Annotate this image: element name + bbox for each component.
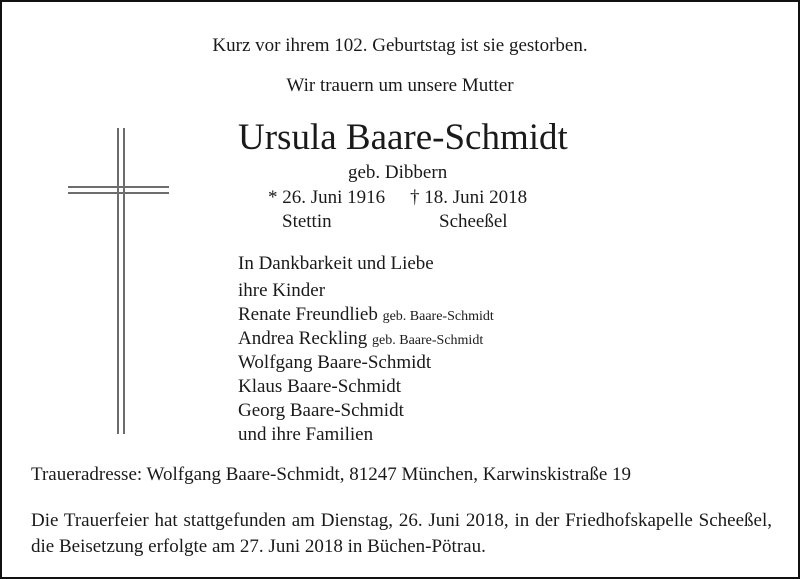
- intro-line: Kurz vor ihrem 102. Geburtstag ist sie gestorben.: [212, 35, 588, 56]
- child-name: Renate Freundlieb: [238, 304, 378, 325]
- ceremony-text: Die Trauerfeier hat stattgefunden am Dienstag, 26. Juni 2018, in der Friedhofskapelle Scheeßel, die Beisetzung erfolgte am 27. Juni 2018 in Büchen-Pötrau.: [31, 510, 772, 557]
- list-item: [238, 303, 494, 328]
- child-note: geb. Baare-Schmidt: [382, 309, 494, 324]
- birth-date: * 26. Juni 1916: [268, 187, 386, 208]
- death-date: † 18. Juni 2018: [410, 187, 528, 208]
- list-item: [238, 375, 401, 398]
- mourning-line: Wir trauern um unsere Mutter: [286, 75, 514, 96]
- child-name: Andrea Reckling: [238, 328, 368, 349]
- child-name: Klaus Baare-Schmidt: [238, 376, 402, 397]
- child-name: Wolfgang Baare-Schmidt: [238, 352, 432, 373]
- list-item: [238, 399, 404, 422]
- child-name: Georg Baare-Schmidt: [238, 400, 404, 421]
- deceased-name: Ursula Baare-Schmidt: [238, 117, 568, 158]
- list-item: [238, 327, 483, 352]
- children-intro: ihre Kinder: [238, 280, 326, 301]
- maiden-name: geb. Dibbern: [348, 162, 448, 183]
- list-item: [238, 351, 431, 374]
- birth-place: Stettin: [282, 211, 332, 232]
- mourning-address: Traueradresse: Wolfgang Baare-Schmidt, 81247 München, Karwinskistraße 19: [31, 464, 632, 485]
- families-line: und ihre Familien: [238, 424, 374, 445]
- death-place: Scheeßel: [439, 211, 508, 232]
- dedication: In Dankbarkeit und Liebe: [238, 253, 434, 274]
- child-note: geb. Baare-Schmidt: [372, 333, 484, 348]
